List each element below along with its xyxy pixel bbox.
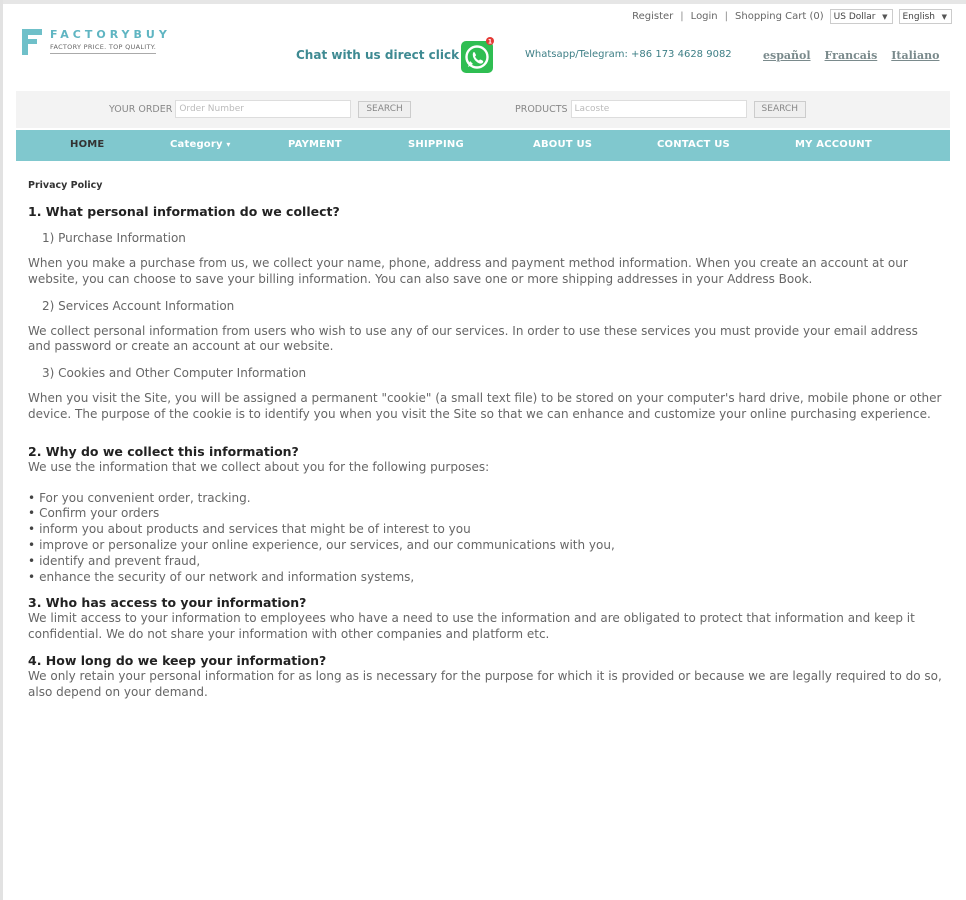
paragraph: We use the information that we collect about you for the following purposes: [28,459,490,474]
paragraph: We limit access to your information to employees who have a need to use the information and are obligated to protect that information and keep it confidential. We do not share your information with other companies and platform etc. [28,611,915,642]
language-link-italiano[interactable]: Italiano [891,49,940,62]
product-search [515,100,806,118]
language-value: English [902,12,935,22]
main-nav [16,130,950,161]
list-item: • enhance the security of our network and information systems, [28,570,943,586]
purposes-list [28,491,943,586]
order-search [109,100,411,118]
nav-shipping[interactable]: SHIPPING [408,139,464,150]
top-utility-bar [632,9,952,24]
product-search-button[interactable]: SEARCH [754,101,806,118]
window-left-border [0,0,3,900]
logo-f-icon [21,28,47,56]
list-item: • identify and prevent fraud, [28,554,943,570]
list-item: • improve or personalize your online experience, our services, and our communications with you, [28,538,943,554]
window-top-border [0,0,966,4]
section-heading: 3. Who has access to your information? [28,595,307,611]
order-number-input[interactable] [175,100,351,118]
logo-name: FACTORYBUY [50,28,171,41]
nav-category[interactable] [170,139,231,150]
separator: | [680,11,684,22]
list-item: • inform you about products and services that might be of interest to you [28,522,943,538]
order-search-button[interactable]: SEARCH [358,101,410,118]
language-link-francais[interactable]: Francais [824,49,878,62]
chat-link[interactable]: Chat with us direct click [296,48,460,62]
section-heading: 2. Why do we collect this information? [28,443,299,459]
nav-home[interactable]: HOME [70,139,105,150]
section-heading: 1. What personal information do we collect? [28,204,340,219]
subsection-heading: 2) Services Account Information [42,298,235,313]
currency-value: US Dollar [833,12,876,22]
language-select[interactable] [899,9,953,24]
shopping-cart-link[interactable]: Shopping Cart (0) [735,11,824,22]
nav-contact[interactable]: CONTACT US [657,139,730,150]
product-search-label: PRODUCTS [515,103,568,115]
list-item: • For you convenient order, tracking. [28,491,943,507]
nav-payment[interactable]: PAYMENT [288,139,342,150]
language-link-espanol[interactable]: español [763,49,811,62]
language-links [763,49,939,62]
whatsapp-icon[interactable] [461,37,495,73]
currency-select[interactable] [830,9,893,24]
chevron-down-icon: ▼ [882,13,888,21]
paragraph: We only retain your personal information for as long as is necessary for the purpose for which it is provided or because we are legally required to do so, also depend on your demand. [28,668,942,699]
register-link[interactable]: Register [632,11,674,22]
contact-phone: Whatsapp/Telegram: +86 173 4628 9082 [525,49,732,60]
subsection-heading: 1) Purchase Information [42,231,186,245]
nav-category-label: Category [170,139,223,150]
search-bar [16,91,950,128]
notification-badge: 1 [487,38,493,46]
logo-tagline: FACTORY PRICE. TOP QUALITY. [50,43,156,54]
page-title: Privacy Policy [28,180,103,191]
list-item: • Confirm your orders [28,506,943,522]
separator: | [724,11,729,22]
paragraph: When you make a purchase from us, we collect your name, phone, address and payment method information. When you create an account at our website, you can choose to save your billing information. You can also save one or more shipping addresses in your Address Book. [28,256,908,286]
order-search-label: YOUR ORDER [109,103,173,115]
section-heading: 4. How long do we keep your information? [28,652,327,668]
chevron-down-icon: ▾ [226,140,231,149]
paragraph: We collect personal information from users who wish to use any of our services. In order to use these services you must provide your email address and password or create an account at our website. [28,323,918,354]
nav-my-account[interactable]: MY ACCOUNT [795,139,872,150]
chevron-down-icon: ▼ [941,13,947,21]
site-logo[interactable] [21,28,181,60]
privacy-policy-content [28,180,943,701]
login-link[interactable]: Login [690,11,718,22]
subsection-heading: 3) Cookies and Other Computer Information [42,366,307,381]
nav-about[interactable]: ABOUT US [533,139,593,150]
paragraph: When you visit the Site, you will be assigned a permanent "cookie" (a small text file) to be stored on your computer's hard drive, mobile phone or other device. The purpose of the cookie is to identify you when you visit the Site so that we can enhance and customize your online purchasing experience. [28,391,942,421]
product-search-input[interactable] [571,100,747,118]
